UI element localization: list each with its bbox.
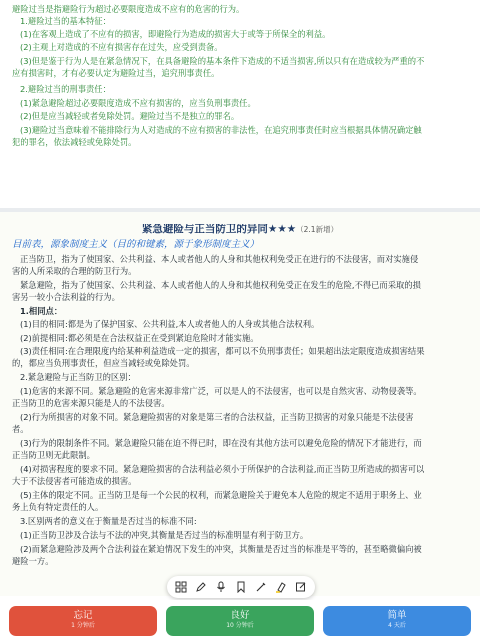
rate-good-interval: 10 分钟后 (226, 622, 254, 629)
review-rating-bar (0, 600, 480, 640)
rate-good-label: 良好 (230, 610, 250, 621)
bookmark-icon[interactable] (234, 580, 248, 594)
pen-icon-glyph (255, 581, 267, 593)
rate-forget-label: 忘记 (73, 610, 93, 621)
section-heading (0, 224, 480, 235)
edit-icon-glyph (295, 581, 307, 593)
rate-forget-button[interactable] (9, 606, 157, 636)
text-line: (2)主观上对造成的不应有损害存在过失，应受到责备。 (20, 42, 223, 52)
apps-icon-glyph (175, 581, 187, 593)
text-line: (2)行为所损害的对象不同。紧急避险损害的对象是第三者的合法权益，正当防卫损害的对象只能是不法侵害 (20, 412, 414, 422)
text-line: 3.区别两者的意义在于衡量是否过当的标准不同: (20, 516, 197, 526)
text-line: (1)危害的来源不同。紧急避险的危害来源非常广泛，可以是人的不法侵害，也可以是自然灾害、动物侵袭等。 (20, 386, 422, 396)
edit-icon[interactable] (294, 580, 308, 594)
section-avoidance-excess (0, 0, 480, 208)
rate-good-button[interactable] (166, 606, 314, 636)
text-line: (1)紧急避险超过必要限度造成不应有损害的，应当负刑事责任。 (20, 98, 256, 108)
text-line: 正当防卫的危害来源只能是人的不法侵害。 (12, 398, 170, 408)
text-line: (5)主体的限定不同。正当防卫是每一个公民的权利，而紧急避险关于避免本人危险的规定不适用于职务上、业 (20, 490, 422, 500)
text-line: 1.避险过当的基本特征： (20, 16, 111, 26)
text-line: 害另一较小合法利益的行为。 (12, 292, 120, 302)
text-line: 务上负有特定责任的人。 (12, 502, 104, 512)
text-line: (1)在客观上造成了不应有的损害，即避险行为造成的损害大于或等于所保全的利益。 (20, 29, 331, 39)
text-line: (1)目的相同:都是为了保护国家、公共利益,本人或者他人的人身或其他合法权利。 (20, 319, 320, 329)
marker-icon-glyph (275, 581, 287, 593)
text-line: (2)但是应当减轻或者免除处罚。避险过当不是独立的罪名。 (20, 111, 240, 121)
section-compare (0, 212, 480, 596)
text-line: 的，都应当负刑事责任，但应当减轻或免除处罚。 (12, 358, 195, 368)
pen-icon[interactable] (254, 580, 268, 594)
text-line: 避险一方。 (12, 556, 54, 566)
bookmark-icon-glyph (235, 581, 247, 593)
text-line: (3)行为的限制条件不同。紧急避险只能在迫不得已时，即在没有其他方法可以避免危险的情况下才能进行，而 (20, 438, 422, 448)
annotation-toolbar (167, 576, 315, 598)
text-line: 正当防卫则无此限制。 (12, 450, 95, 460)
text-line: 紧急避险，指为了使国家、公共利益、本人或者他人的人身和其他权利免受正在发生的危险,不得已而采取的损 (20, 280, 421, 290)
text-line: (3)避险过当意味着不能排除行为人对造成的不应有损害的非法性，在追究刑事责任时应当根据具体情况确定触 (20, 125, 422, 135)
text-line: 大于不法侵害者可能造成的损害。 (12, 476, 137, 486)
text-line: (1)正当防卫涉及合法与不法的冲突,其衡量是否过当的标准明显有利于防卫方。 (20, 530, 309, 540)
text-line: (2)前提相同:都必须是在合法权益正在受到紧迫危险时才能实施。 (20, 333, 259, 343)
pencil-icon[interactable] (194, 580, 208, 594)
text-line: 犯的罪名，依法减轻或免除处罚。 (12, 137, 137, 147)
text-line: 避险过当是指避险行为超过必要限度造成不应有的危害的行为。 (12, 4, 245, 14)
text-line: 正当防卫，指为了使国家、公共利益、本人或者他人的人身和其他权利免受正在进行的不法侵害，而对实施侵 (20, 254, 419, 264)
microphone-icon[interactable] (214, 580, 228, 594)
rate-easy-interval: 4 天后 (388, 622, 406, 629)
text-line: (3)责任相同:在合理限度内给某种利益造成一定的损害，都可以不负刑事责任；如果超出法定限度造成损害结果 (20, 346, 425, 356)
handwritten-note: 目前表，源象制度主义（目的和键素，源于象形制度主义） (12, 239, 260, 250)
text-line: 2.紧急避险与正当防卫的区别： (20, 372, 136, 382)
marker-icon[interactable] (274, 580, 288, 594)
text-line: (3)但是鉴于行为人是在紧急情况下，在具备避险的基本条件下造成的不适当损害,所以只有在造成较为严重的不 (20, 56, 425, 66)
text-line: (2)而紧急避险涉及两个合法利益在紧迫情况下发生的冲突，其衡量是否过当的标准是平等的，甚至略微偏向被 (20, 544, 422, 554)
heading-text: 紧急避险与正当防卫的异同★★★ (141, 224, 297, 235)
text-line: 者。 (12, 424, 29, 434)
text-line: 1.相同点： (20, 306, 63, 316)
rate-forget-interval: 1 分钟后 (71, 622, 95, 629)
text-line: (4)对损害程度的要求不同。紧急避险损害的合法利益必须小于所保护的合法利益,而正当防卫所造成的损害可以 (20, 464, 425, 474)
apps-icon[interactable] (174, 580, 188, 594)
pencil-icon-glyph (195, 581, 207, 593)
rate-easy-button[interactable] (323, 606, 471, 636)
heading-tag: （2.1新增） (296, 225, 339, 234)
text-line: 2.避险过当的刑事责任： (20, 84, 111, 94)
text-line: 害的人所采取的合理的防卫行为。 (12, 266, 137, 276)
microphone-icon-glyph (215, 581, 227, 593)
rate-easy-label: 简单 (387, 610, 407, 621)
text-line: 应有损害时，才有必要认定为避险过当，追究刑事责任。 (12, 68, 220, 78)
